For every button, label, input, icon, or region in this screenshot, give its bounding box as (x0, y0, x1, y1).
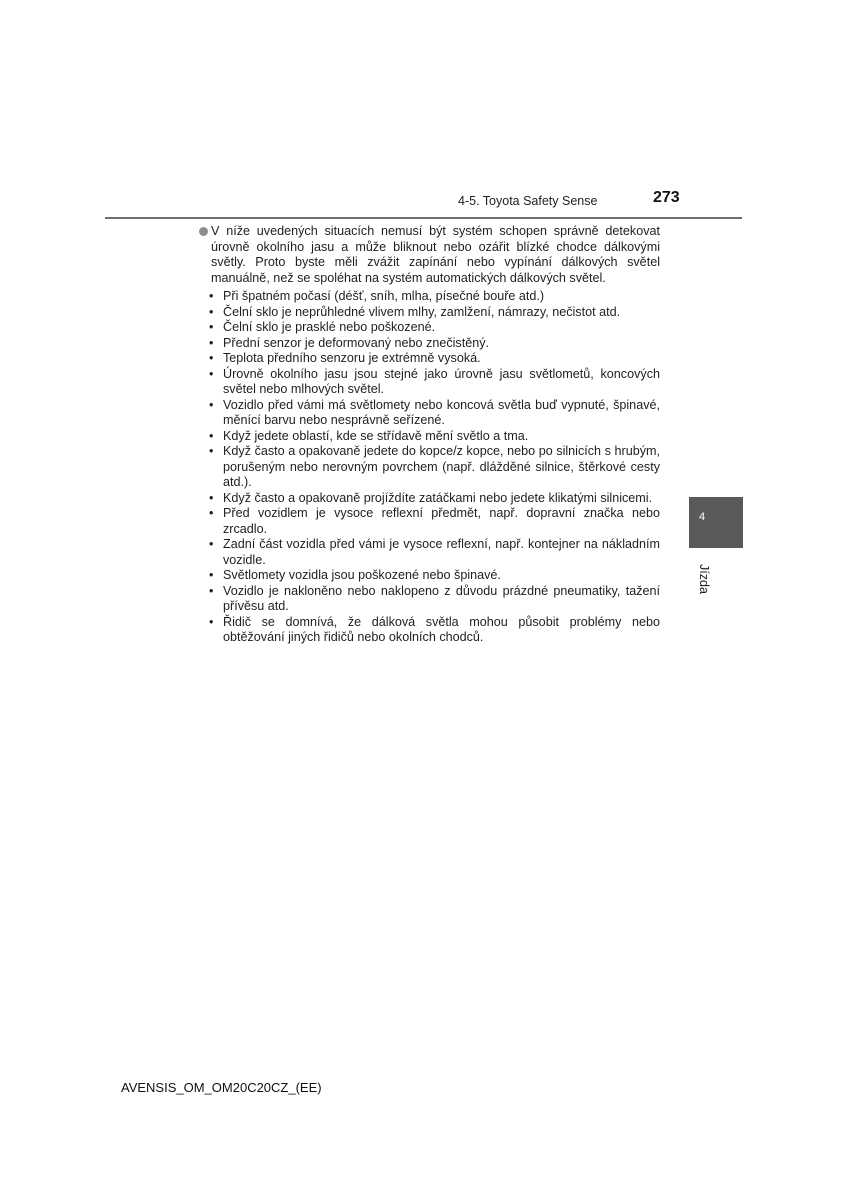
list-item (199, 537, 660, 568)
bullet-dot-icon: • (209, 444, 214, 458)
bullet-dot-icon: • (209, 351, 214, 365)
bullet-dot-icon: • (209, 537, 214, 551)
bullet-dot-icon: • (209, 506, 214, 520)
circle-bullet-icon (199, 227, 208, 236)
list-item (199, 289, 660, 305)
list-item-text: Když jedete oblastí, kde se střídavě mění světlo a tma. (223, 428, 529, 443)
list-item-text: Vozidlo je nakloněno nebo naklopeno z důvodu prázdné pneumatiky, tažení přívěsu atd. (223, 583, 660, 613)
list-item (199, 305, 660, 321)
list-item-text: Světlomety vozidla jsou poškozené nebo špinavé. (223, 568, 501, 582)
list-item-text: Přední senzor je deformovaný nebo znečistěný. (223, 335, 490, 350)
chapter-label: Jízda (697, 564, 711, 594)
intro-text: V níže uvedených situacích nemusí být systém schopen správně detekovat úrovně okolního jasu a může bliknout nebo ozářit blízké chodce dálkovými světly. Proto byste měli zvážit zapínání nebo vypínání dálkových světel manuálně, než se spoléhat na systém automatických dálkových světel. (211, 224, 660, 285)
list-item-text: Zadní část vozidla před vámi je vysoce reflexní, např. kontejner na nákladním vozidle. (223, 537, 660, 567)
document-code: AVENSIS_OM_OM20C20CZ_(EE) (121, 1080, 322, 1095)
bullet-dot-icon: • (209, 568, 214, 582)
bullet-dot-icon: • (209, 366, 214, 381)
bullet-dot-icon: • (209, 583, 214, 598)
list-item (199, 351, 660, 367)
list-item-text: Když často a opakovaně jedete do kopce/z kopce, nebo po silnicích s hrubým, porušeným nebo nerovným povrchem (např. dlážděné silnice, štěrkové cesty atd.). (223, 444, 660, 489)
list-item (199, 491, 660, 507)
bullet-dot-icon: • (209, 428, 214, 443)
list-item-text: Když často a opakovaně projíždíte zatáčkami nebo jedete klikatými silnicemi. (223, 490, 653, 505)
list-item (199, 398, 660, 429)
list-item-text: Při špatném počasí (déšť, sníh, mlha, písečné bouře atd.) (223, 289, 545, 303)
list-item-text: Vozidlo před vámi má světlomety nebo koncová světla buď vypnuté, špinavé, měnící barvu nebo nesprávně seřízené. (223, 397, 660, 427)
bullet-dot-icon: • (209, 289, 214, 303)
bullet-dot-icon: • (209, 320, 214, 334)
bullet-dot-icon: • (209, 304, 214, 319)
list-item (199, 367, 660, 398)
list-item (199, 584, 660, 615)
bullet-dot-icon: • (209, 335, 214, 350)
list-item-text: Úrovně okolního jasu jsou stejné jako úrovně jasu světlometů, koncových světel nebo mlhových světel. (223, 366, 660, 396)
list-item-text: Čelní sklo je neprůhledné vlivem mlhy, zamlžení, námrazy, nečistot atd. (223, 304, 621, 319)
list-item-text: Teplota předního senzoru je extrémně vysoká. (223, 351, 481, 365)
list-item (199, 320, 660, 336)
bullet-dot-icon: • (209, 397, 214, 412)
body-text (199, 224, 660, 646)
list-item-text: Před vozidlem je vysoce reflexní předmět, např. dopravní značka nebo zrcadlo. (223, 506, 660, 536)
intro-paragraph (199, 224, 660, 286)
condition-list (199, 289, 660, 646)
list-item (199, 336, 660, 352)
page-number: 273 (653, 189, 680, 206)
list-item-text: Řidič se domnívá, že dálková světla mohou působit problémy nebo obtěžování jiných řidičů nebo okolních chodců. (223, 614, 660, 644)
bullet-dot-icon: • (209, 490, 214, 505)
section-title: 4-5. Toyota Safety Sense (458, 194, 598, 208)
chapter-tab (689, 497, 743, 548)
list-item (199, 615, 660, 646)
list-item (199, 506, 660, 537)
list-item (199, 568, 660, 584)
header-divider (105, 217, 742, 219)
chapter-number: 4 (698, 511, 706, 523)
list-item-text: Čelní sklo je prasklé nebo poškozené. (223, 320, 436, 334)
list-item (199, 429, 660, 445)
list-item (199, 444, 660, 491)
bullet-dot-icon: • (209, 614, 214, 629)
